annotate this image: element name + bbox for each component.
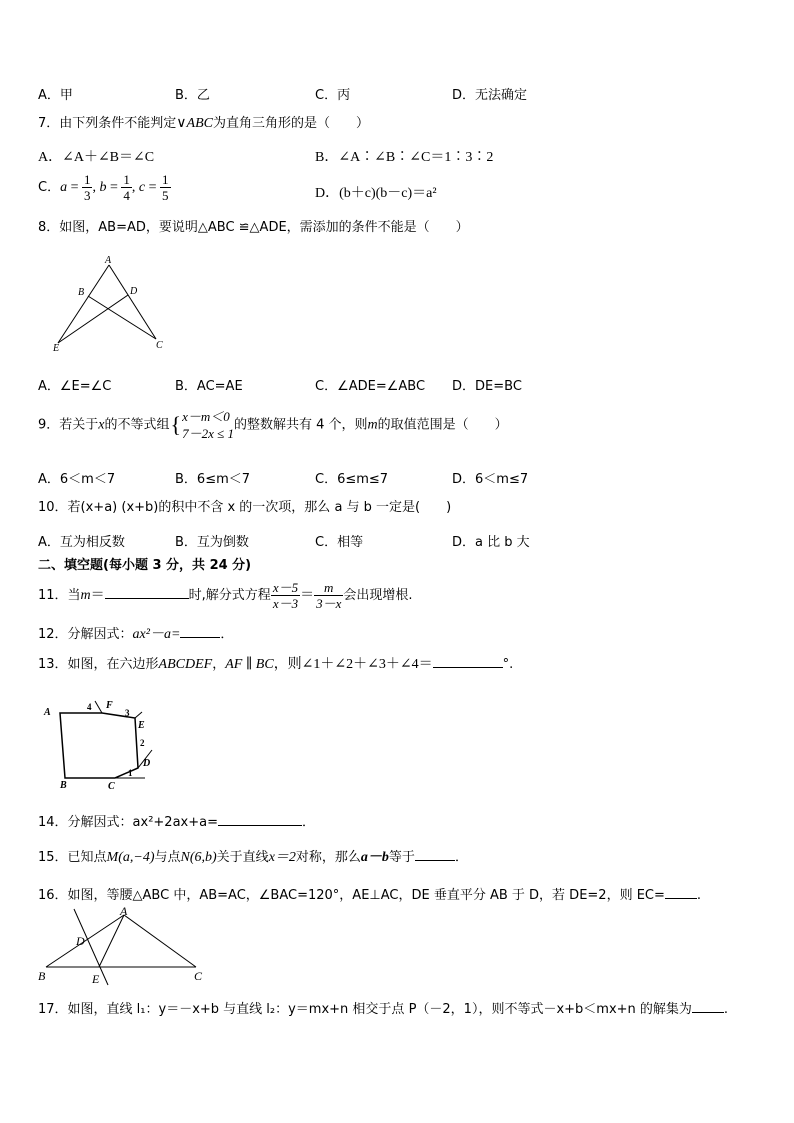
- q6-option-d: D．无法确定: [452, 88, 528, 103]
- q8-label-a: A: [105, 255, 112, 266]
- q14-answer-blank[interactable]: [218, 813, 302, 826]
- q7-option-b: B．∠A∶∠B∶∠C＝1∶3∶2: [315, 150, 494, 165]
- q7-option-d: D．(b＋c)(b－c)＝a²: [315, 186, 437, 201]
- q7-option-c: C．a = $\frac{1}{3}$ , b = $\frac{1}{4}$ , c = $\frac{1}{5}$: [38, 172, 169, 203]
- q9-option-a: A．6＜m＜7: [38, 472, 116, 487]
- q8-option-b: B．AC=AE: [175, 379, 243, 394]
- question-12: 12．分解因式：ax²－a= ．: [38, 627, 234, 642]
- q16-label-e: E: [92, 972, 100, 986]
- q13-figure: [40, 698, 170, 793]
- fraction-a: $\frac{1}{3}$: [83, 172, 91, 203]
- question-9: 9．若关于x的不等式组{ x－m＜0 7－2x ≤ 1 的整数解共有 4 个，则m的取值范围是（ ）: [38, 409, 508, 441]
- question-7: [38, 116, 369, 132]
- q9-option-b: B．6≤m＜7: [175, 472, 251, 487]
- q13-label-c: C: [108, 781, 115, 792]
- q13-angle-3: 3: [125, 708, 130, 718]
- q16-answer-blank[interactable]: [665, 886, 697, 899]
- fraction-b: $\frac{1}{4}$: [123, 172, 130, 203]
- q8-option-a: A．∠E=∠C: [38, 379, 112, 394]
- question-16: 16．如图，等腰△ABC 中，AB=AC，∠BAC=120°，AE⊥AC，DE 垂直平分 AB 于 D，若 DE=2，则 EC= .: [38, 888, 702, 903]
- q16-figure: [36, 905, 211, 987]
- q13-angle-1: 1: [128, 768, 133, 778]
- q13-answer-blank[interactable]: [433, 655, 503, 668]
- q16-label-b: B: [38, 969, 46, 983]
- question-17: 17．如图，直线 l₁：y＝－x+b 与直线 l₂：y＝mx+n 相交于点 P（－2，1），则不等式－x+b＜mx+n 的解集为 .: [38, 1002, 729, 1017]
- q6-option-b: B．乙: [175, 88, 210, 103]
- q6-option-a: A．甲: [38, 88, 73, 103]
- q13-label-f: F: [106, 700, 113, 711]
- q9-option-d: D．6＜m≤7: [452, 472, 529, 487]
- q9-inequality-1: x－m＜0: [182, 409, 230, 424]
- q8-option-d: D．DE=BC: [452, 379, 522, 394]
- question-14: 14．分解因式：ax²+2ax+a= ．: [38, 815, 316, 830]
- q7-option-a: A．∠A＋∠B＝∠C: [38, 150, 155, 165]
- question-8: 8．如图，AB=AD，要说明△ABC ≌△ADE，需添加的条件不能是（ ）: [38, 220, 469, 235]
- q12-answer-blank[interactable]: [180, 625, 220, 638]
- question-10: 10．若(x+a) (x+b)的积中不含 x 的一次项，那么 a 与 b 一定是( ): [38, 500, 452, 515]
- section-2-heading: 二、填空题(每小题 3 分，共 24 分): [38, 558, 252, 573]
- q11-answer-blank[interactable]: [105, 586, 189, 599]
- q7-number: 7．: [38, 116, 60, 131]
- question-15: 15．已知点M(a,−4)与点N(6,b)关于直线x＝2对称，那么a－b等于 ．: [38, 850, 468, 865]
- q8-figure: [48, 255, 178, 355]
- fraction-c: $\frac{1}{5}$: [162, 172, 169, 203]
- q15-answer-blank[interactable]: [415, 848, 455, 861]
- q10-option-c: C．相等: [315, 535, 364, 550]
- q17-answer-blank[interactable]: [692, 1000, 724, 1013]
- q8-option-c: C．∠ADE=∠ABC: [315, 379, 426, 394]
- q7-triangle: ∨ABC: [176, 116, 213, 131]
- q13-label-b: B: [60, 780, 67, 791]
- q10-option-a: A．互为相反数: [38, 535, 125, 550]
- q6-option-c: C．丙: [315, 88, 351, 103]
- q10-option-d: D．a 比 b 大: [452, 535, 530, 550]
- q9-inequality-2: 7－2x ≤ 1: [182, 426, 234, 441]
- question-11: 11．当m＝ 时,解分式方程 $\frac{x-5}{x-3}$ ＝ $\frac{m}{3-x}$ 会出现增根.: [38, 580, 413, 611]
- q9-option-c: C．6≤m≤7: [315, 472, 389, 487]
- q7-post: 为直角三角形的是（ ）: [213, 116, 370, 131]
- q7-pre: 由下列条件不能判定: [59, 116, 177, 131]
- q13-label-d: D: [143, 758, 151, 769]
- q16-label-c: C: [194, 969, 203, 983]
- q8-label-c: C: [156, 340, 163, 351]
- q8-label-e: E: [53, 343, 60, 354]
- q13-angle-2: 2: [140, 738, 145, 748]
- q13-label-a: A: [44, 707, 51, 718]
- q13-label-e: E: [138, 720, 145, 731]
- q16-label-d: D: [76, 934, 85, 948]
- q10-option-b: B．互为倒数: [175, 535, 249, 550]
- q13-angle-4: 4: [87, 702, 92, 712]
- q16-label-a: A: [120, 905, 128, 918]
- question-13: 13．如图，在六边形ABCDEF，AF ∥ BC，则∠1＋∠2＋∠3＋∠4＝ °.: [38, 657, 514, 672]
- q8-label-b: B: [78, 287, 85, 298]
- q8-label-d: D: [130, 286, 138, 297]
